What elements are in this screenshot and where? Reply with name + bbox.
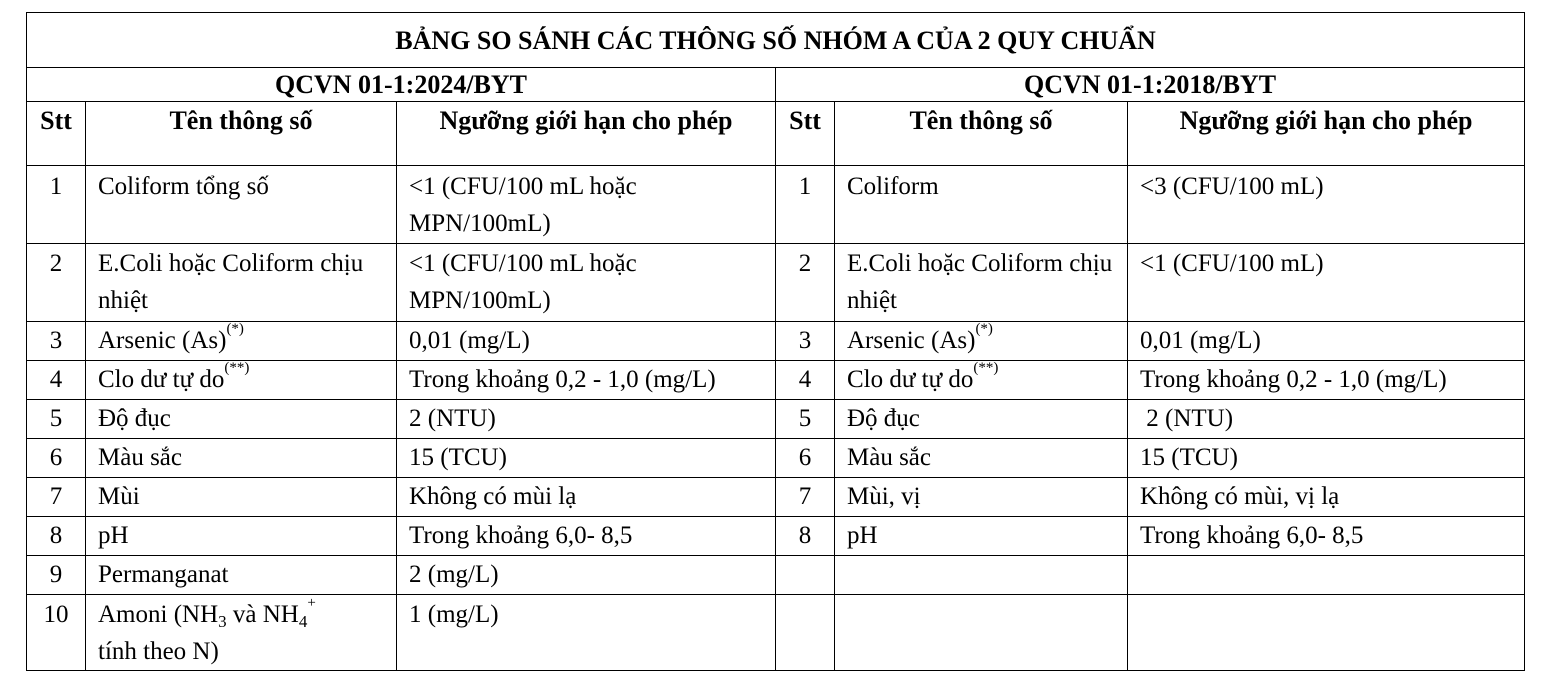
stt-cell: 7 xyxy=(27,478,86,517)
header-stt-right: Stt xyxy=(776,102,835,166)
standard-2018-header: QCVN 01-1:2018/BYT xyxy=(776,68,1525,102)
footnote-marker: (*) xyxy=(975,321,993,337)
param-name-text: Arsenic (As) xyxy=(98,327,227,354)
param-name-cell: Độ đục xyxy=(835,400,1128,439)
amoni-text-b: và NH xyxy=(226,601,299,628)
limit-cell: 2 (NTU) xyxy=(397,400,776,439)
subscript-3: 3 xyxy=(218,612,227,631)
param-name-cell xyxy=(835,361,1128,400)
header-name-left: Tên thông số xyxy=(86,102,397,166)
stt-cell: 8 xyxy=(27,517,86,556)
limit-cell: 15 (TCU) xyxy=(1128,439,1525,478)
header-name-right: Tên thông số xyxy=(835,102,1128,166)
limit-cell xyxy=(1128,595,1525,671)
footnote-marker: (**) xyxy=(973,360,999,376)
stt-cell: 10 xyxy=(27,595,86,671)
stt-cell: 5 xyxy=(776,400,835,439)
stt-cell: 2 xyxy=(776,244,835,322)
limit-cell: Trong khoảng 0,2 - 1,0 (mg/L) xyxy=(397,361,776,400)
subscript-4: 4 xyxy=(298,612,308,631)
limit-cell: Không có mùi lạ xyxy=(397,478,776,517)
param-name-text: Arsenic (As) xyxy=(847,327,976,354)
limit-cell: Trong khoảng 6,0- 8,5 xyxy=(1128,517,1525,556)
param-name-cell xyxy=(86,595,397,671)
limit-cell: Không có mùi, vị lạ xyxy=(1128,478,1525,517)
table-row xyxy=(27,556,1525,595)
footnote-marker: (*) xyxy=(226,321,244,337)
stt-cell: 9 xyxy=(27,556,86,595)
stt-cell: 4 xyxy=(27,361,86,400)
limit-cell: <3 (CFU/100 mL) xyxy=(1128,166,1525,244)
param-name-cell: E.Coli hoặc Coliform chịu nhiệt xyxy=(835,244,1128,322)
limit-cell: 2 (mg/L) xyxy=(397,556,776,595)
limit-cell: Trong khoảng 6,0- 8,5 xyxy=(397,517,776,556)
limit-cell: <1 (CFU/100 mL hoặc MPN/100mL) xyxy=(397,244,776,322)
param-name-cell: pH xyxy=(835,517,1128,556)
superscript-plus: + xyxy=(307,595,316,611)
param-name-cell xyxy=(835,595,1128,671)
stt-cell: 3 xyxy=(27,322,86,361)
param-name-cell: Permanganat xyxy=(86,556,397,595)
param-name-text: Clo dư tự do xyxy=(847,366,974,393)
limit-cell: 0,01 (mg/L) xyxy=(1128,322,1525,361)
table-row xyxy=(27,244,1525,322)
stt-cell: 1 xyxy=(27,166,86,244)
stt-cell: 8 xyxy=(776,517,835,556)
header-limit-left: Ngưỡng giới hạn cho phép xyxy=(397,102,776,166)
stt-cell: 3 xyxy=(776,322,835,361)
param-name-text: Clo dư tự do xyxy=(98,366,225,393)
param-name-cell xyxy=(86,322,397,361)
table-row xyxy=(27,439,1525,478)
param-name-cell: Mùi xyxy=(86,478,397,517)
param-name-cell xyxy=(835,556,1128,595)
param-name-cell xyxy=(86,361,397,400)
table-row xyxy=(27,361,1525,400)
stt-cell: 1 xyxy=(776,166,835,244)
limit-cell: <1 (CFU/100 mL) xyxy=(1128,244,1525,322)
limit-cell: 0,01 (mg/L) xyxy=(397,322,776,361)
stt-cell: 6 xyxy=(27,439,86,478)
stt-cell: 2 xyxy=(27,244,86,322)
table-row xyxy=(27,517,1525,556)
limit-cell: 1 (mg/L) xyxy=(397,595,776,671)
limit-cell: 2 (NTU) xyxy=(1128,400,1525,439)
standard-2024-header: QCVN 01-1:2024/BYT xyxy=(27,68,776,102)
param-name-cell: Mùi, vị xyxy=(835,478,1128,517)
param-name-cell: Coliform tổng số xyxy=(86,166,397,244)
param-name-cell: E.Coli hoặc Coliform chịu nhiệt xyxy=(86,244,397,322)
amoni-text-a: Amoni (NH xyxy=(98,601,219,628)
table-row xyxy=(27,166,1525,244)
param-name-cell: Màu sắc xyxy=(835,439,1128,478)
footnote-marker: (**) xyxy=(224,360,250,376)
stt-cell xyxy=(776,556,835,595)
table-row xyxy=(27,322,1525,361)
amoni-text-c: tính theo N) xyxy=(98,638,219,665)
stt-cell xyxy=(776,595,835,671)
table-row xyxy=(27,478,1525,517)
param-name-cell: Độ đục xyxy=(86,400,397,439)
limit-cell: 15 (TCU) xyxy=(397,439,776,478)
header-limit-right: Ngưỡng giới hạn cho phép xyxy=(1128,102,1525,166)
table-title: BẢNG SO SÁNH CÁC THÔNG SỐ NHÓM A CỦA 2 QUY CHUẨN xyxy=(27,13,1525,68)
table-row xyxy=(27,400,1525,439)
limit-cell: <1 (CFU/100 mL hoặc MPN/100mL) xyxy=(397,166,776,244)
stt-cell: 5 xyxy=(27,400,86,439)
stt-cell: 4 xyxy=(776,361,835,400)
param-name-cell: Coliform xyxy=(835,166,1128,244)
limit-cell xyxy=(1128,556,1525,595)
stt-cell: 7 xyxy=(776,478,835,517)
limit-cell: Trong khoảng 0,2 - 1,0 (mg/L) xyxy=(1128,361,1525,400)
stt-cell: 6 xyxy=(776,439,835,478)
comparison-table xyxy=(26,12,1525,671)
param-name-cell xyxy=(835,322,1128,361)
param-name-cell: pH xyxy=(86,517,397,556)
table-row xyxy=(27,595,1525,671)
param-name-cell: Màu sắc xyxy=(86,439,397,478)
header-stt-left: Stt xyxy=(27,102,86,166)
